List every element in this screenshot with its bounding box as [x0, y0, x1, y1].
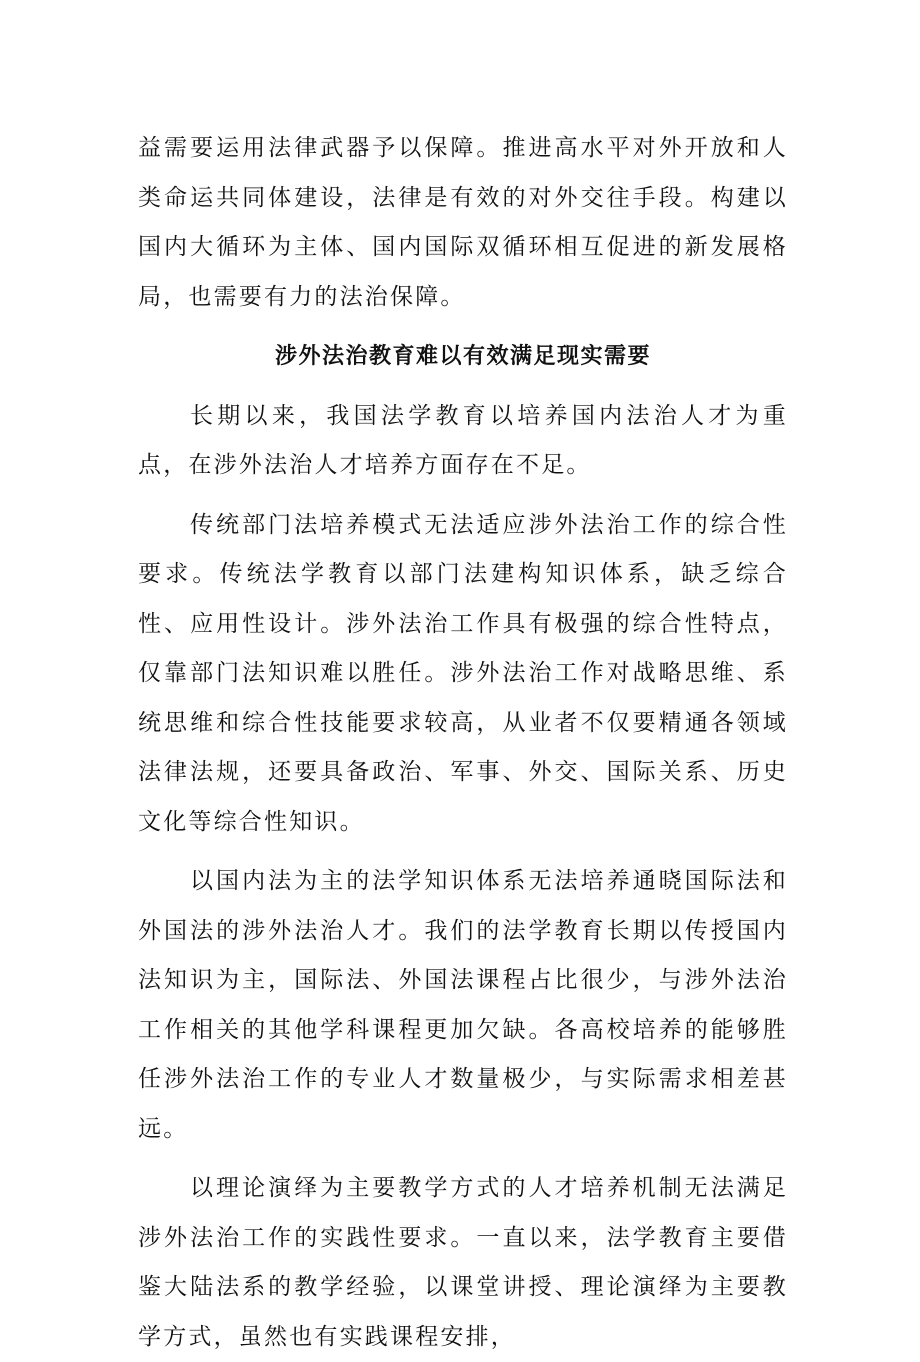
paragraph-domestic-law-system: 以国内法为主的法学知识体系无法培养通晓国际法和外国法的涉外法治人才。我们的法学教育长期以传授国内法知识为主，国际法、外国法课程占比很少，与涉外法治工作相关的其他学科课程更加欠缺。各高校培养的能够胜任涉外法治工作的专业人才数量极少，与实际需求相差甚远。	[138, 868, 788, 1142]
spacer	[138, 847, 788, 857]
section-heading: 涉外法治教育难以有效满足现实需要	[274, 343, 651, 369]
paragraph-continuation: 益需要运用法律武器予以保障。推进高水平对外开放和人类命运共同体建设，法律是有效的对外交往手段。构建以国内大循环为主体、国内国际双循环相互促进的新发展格局，也需要有力的法治保障。	[138, 135, 788, 310]
paragraph-intro: 长期以来，我国法学教育以培养国内法治人才为重点，在涉外法治人才培养方面存在不足。	[138, 402, 788, 478]
paragraph-traditional-model: 传统部门法培养模式无法适应涉外法治工作的综合性要求。传统法学教育以部门法建构知识体系，缺乏综合性、应用性设计。涉外法治工作具有极强的综合性特点，仅靠部门法知识难以胜任。涉外法治工作对战略思维、系统思维和综合性技能要求较高，从业者不仅要精通各领域法律法规，还要具备政治、军事、外交、国际关系、历史文化等综合性知识。	[138, 511, 788, 835]
document-page	[138, 124, 788, 1362]
spacer	[138, 1154, 788, 1164]
spacer	[138, 382, 788, 392]
spacer	[138, 491, 788, 501]
spacer	[138, 322, 788, 332]
paragraph-theory-teaching: 以理论演绎为主要教学方式的人才培养机制无法满足涉外法治工作的实践性要求。一直以来，法学教育主要借鉴大陆法系的教学经验，以课堂讲授、理论演绎为主要教学方式，虽然也有实践课程安排，	[138, 1175, 788, 1350]
